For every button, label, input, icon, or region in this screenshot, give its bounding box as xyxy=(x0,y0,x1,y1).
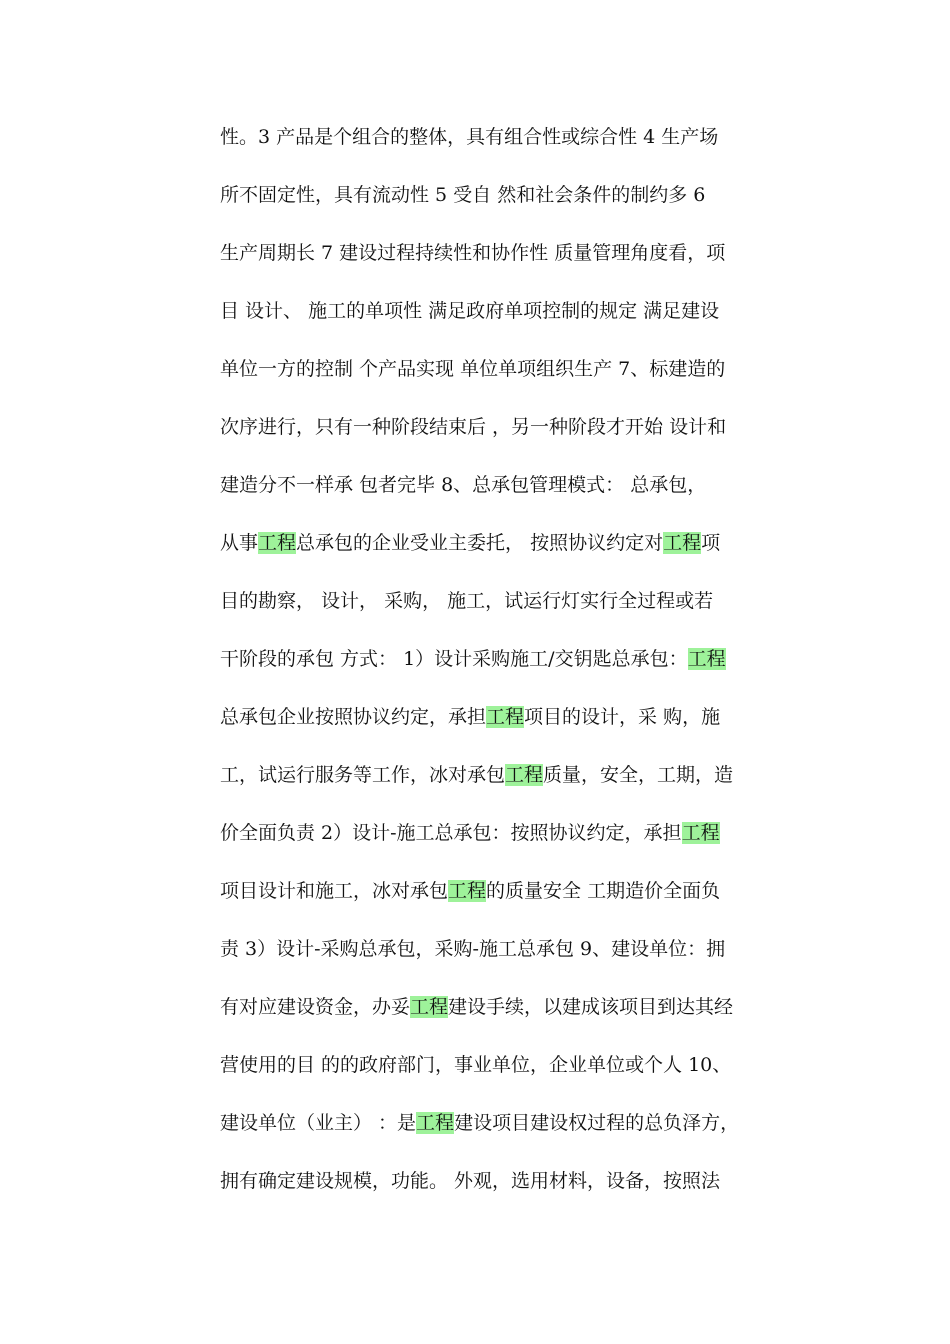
highlighted-keyword: 工程 xyxy=(416,1112,455,1134)
text-segment: 工，试运行服务等工作，冰对承包 xyxy=(220,764,506,786)
text-line xyxy=(220,640,820,698)
text-line xyxy=(220,234,820,292)
text-segment: 总承包企业按照协议约定，承担 xyxy=(220,706,487,728)
text-line xyxy=(220,582,820,640)
text-line xyxy=(220,118,820,176)
text-line xyxy=(220,524,820,582)
text-segment: 建设单位（业主） ：是 xyxy=(220,1112,417,1134)
text-line xyxy=(220,292,820,350)
highlighted-keyword: 工程 xyxy=(663,532,702,554)
text-line xyxy=(220,988,820,1046)
text-segment: 拥有确定建设规模，功能。 外观，选用材料，设备，按照法 xyxy=(220,1170,721,1192)
text-segment: 的质量安全 工期造价全面负 xyxy=(486,880,721,902)
text-line xyxy=(220,350,820,408)
text-line xyxy=(220,814,820,872)
text-segment: 总承包的企业受业主委托， 按照协议约定对 xyxy=(296,532,664,554)
text-segment: 从事 xyxy=(220,532,259,554)
highlighted-keyword: 工程 xyxy=(448,880,487,902)
text-segment: 性。3 产品是个组合的整体，具有组合性或综合性 4 生产场 xyxy=(220,126,719,148)
highlighted-keyword: 工程 xyxy=(410,996,449,1018)
text-line xyxy=(220,408,820,466)
text-segment: 建设项目建设权过程的总负泽方， xyxy=(454,1112,740,1134)
text-segment: 营使用的目 的的政府部门，事业单位，企业单位或个人 10、 xyxy=(220,1054,732,1076)
highlighted-keyword: 工程 xyxy=(687,648,726,670)
text-segment: 责 3）设计-采购总承包，采购-施工总承包 9、建设单位：拥 xyxy=(220,938,726,960)
text-segment: 质量，安全，工期，造 xyxy=(543,764,734,786)
text-segment: 目的勘察， 设计， 采购， 施工，试运行灯实行全过程或若 xyxy=(220,590,714,612)
text-line xyxy=(220,1046,820,1104)
text-line xyxy=(220,930,820,988)
text-segment: 干阶段的承包 方式： 1）设计采购施工/交钥匙总承包： xyxy=(220,648,688,670)
text-line xyxy=(220,872,820,930)
document-body xyxy=(220,118,820,1220)
text-segment: 目 设计、 施工的单项性 满足政府单项控制的规定 满足建设 xyxy=(220,300,720,322)
highlighted-keyword: 工程 xyxy=(486,706,525,728)
text-segment: 次序进行，只有一种阶段结束后 ，另一种阶段才开始 设计和 xyxy=(220,416,727,438)
text-line xyxy=(220,176,820,234)
text-segment: 项目设计和施工，冰对承包 xyxy=(220,880,449,902)
text-line xyxy=(220,1162,820,1220)
text-line xyxy=(220,756,820,814)
highlighted-keyword: 工程 xyxy=(505,764,544,786)
text-segment: 有对应建设资金，办妥 xyxy=(220,996,411,1018)
text-line xyxy=(220,698,820,756)
text-segment: 价全面负责 2）设计-施工总承包：按照协议约定，承担 xyxy=(220,822,682,844)
highlighted-keyword: 工程 xyxy=(681,822,720,844)
text-line xyxy=(220,1104,820,1162)
text-line xyxy=(220,466,820,524)
text-segment: 建设手续，以建成该项目到达其经 xyxy=(448,996,734,1018)
text-segment: 项 xyxy=(701,532,721,554)
text-segment: 建造分不一样承 包者完毕 8、总承包管理模式： 总承包， xyxy=(220,474,707,496)
text-segment: 所不固定性，具有流动性 5 受自 然和社会条件的制约多 6 xyxy=(220,184,706,206)
highlighted-keyword: 工程 xyxy=(258,532,297,554)
text-segment: 生产周期长 7 建设过程持续性和协作性 质量管理角度看，项 xyxy=(220,242,726,264)
text-segment: 单位一方的控制 个产品实现 单位单项组织生产 7、标建造的 xyxy=(220,358,726,380)
text-segment: 项目的设计，采 购，施 xyxy=(524,706,721,728)
